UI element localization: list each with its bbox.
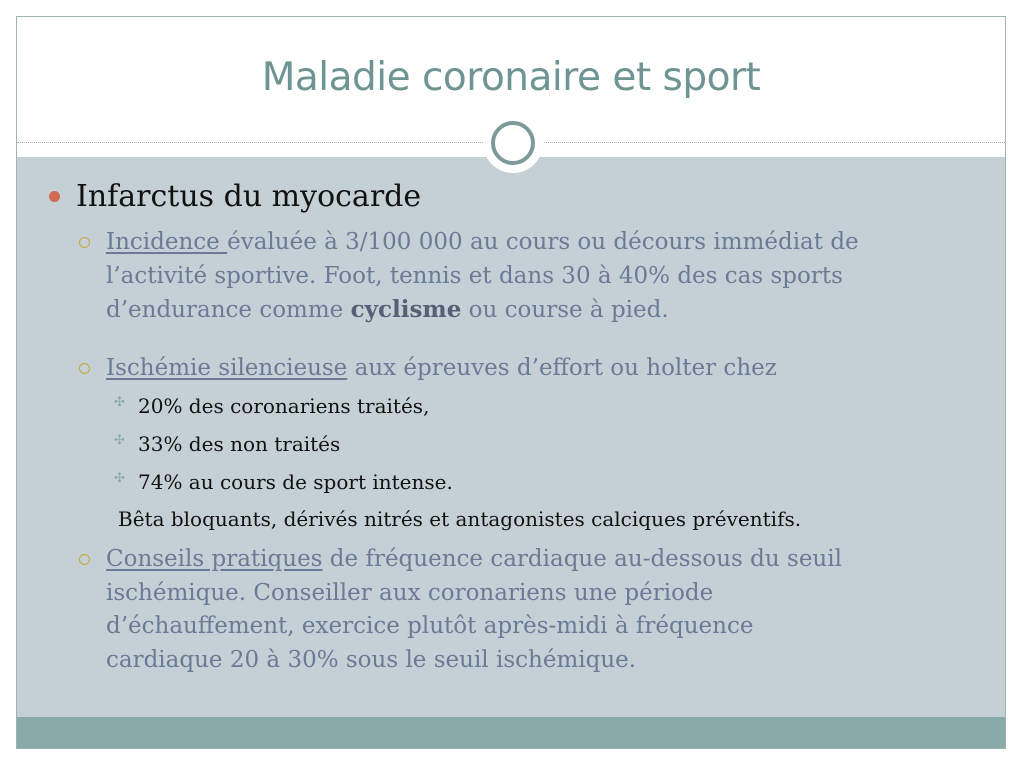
ring-icon: [491, 121, 535, 165]
conseils-line-2: ischémique. Conseiller aux coronariens une période: [106, 579, 714, 606]
conseils-text: [106, 543, 976, 677]
incidence-line3-start: d’endurance comme: [106, 297, 351, 323]
hollow-circle-icon: [79, 363, 90, 374]
incidence-line-3: [106, 293, 976, 328]
star-bullet-icon: ✣: [114, 471, 125, 486]
incidence-line1-rest: évaluée à 3/100 000 au cours ou décours immédiat de: [227, 229, 859, 255]
hollow-circle-icon: [79, 237, 90, 248]
conseils-line-3: d’échauffement, exercice plutôt après-midi à fréquence: [106, 613, 754, 639]
conseils-line-4: cardiaque 20 à 30% sous le seuil ischémique.: [106, 646, 637, 673]
sub-item-text: 74% au cours de sport intense.: [138, 470, 453, 494]
note-text: Bêta bloquants, dérivés nitrés et antagonistes calciques préventifs.: [118, 507, 802, 531]
sub-item-text: 33% des non traités: [138, 432, 341, 456]
star-bullet-icon: ✣: [114, 395, 125, 410]
incidence-bold-word: cyclisme: [350, 296, 462, 323]
conseils-label: Conseils pratiques: [106, 546, 323, 572]
title-ornament-icon: [483, 113, 543, 173]
incidence-text: [106, 226, 976, 328]
incidence-line3-end: ou course à pied.: [461, 297, 669, 323]
slide-frame: [16, 16, 1006, 749]
sub-item-text: 20% des coronariens traités,: [138, 394, 430, 418]
level1-text: Infarctus du myocarde: [76, 179, 422, 214]
slide-title: Maladie coronaire et sport: [261, 55, 761, 100]
star-bullet-icon: ✣: [114, 433, 125, 448]
incidence-line-2: l’activité sportive. Foot, tennis et dans 30 à 40% des cas sports: [106, 262, 843, 289]
conseils-line-1: [106, 543, 976, 577]
ischemie-line: [106, 352, 976, 386]
hollow-circle-icon: [79, 554, 90, 565]
ischemie-label: Ischémie silencieuse: [106, 355, 348, 381]
incidence-label: Incidence: [106, 229, 228, 255]
conseils-line1-rest: de fréquence cardiaque au-dessous du seuil: [322, 546, 842, 572]
footer-bar: [17, 717, 1005, 749]
bullet-dot-icon: [49, 191, 60, 202]
incidence-line-1: [106, 226, 976, 260]
ischemie-text: [106, 352, 976, 386]
content-area: [17, 157, 1005, 717]
ischemie-rest: aux épreuves d’effort ou holter chez: [347, 355, 777, 381]
